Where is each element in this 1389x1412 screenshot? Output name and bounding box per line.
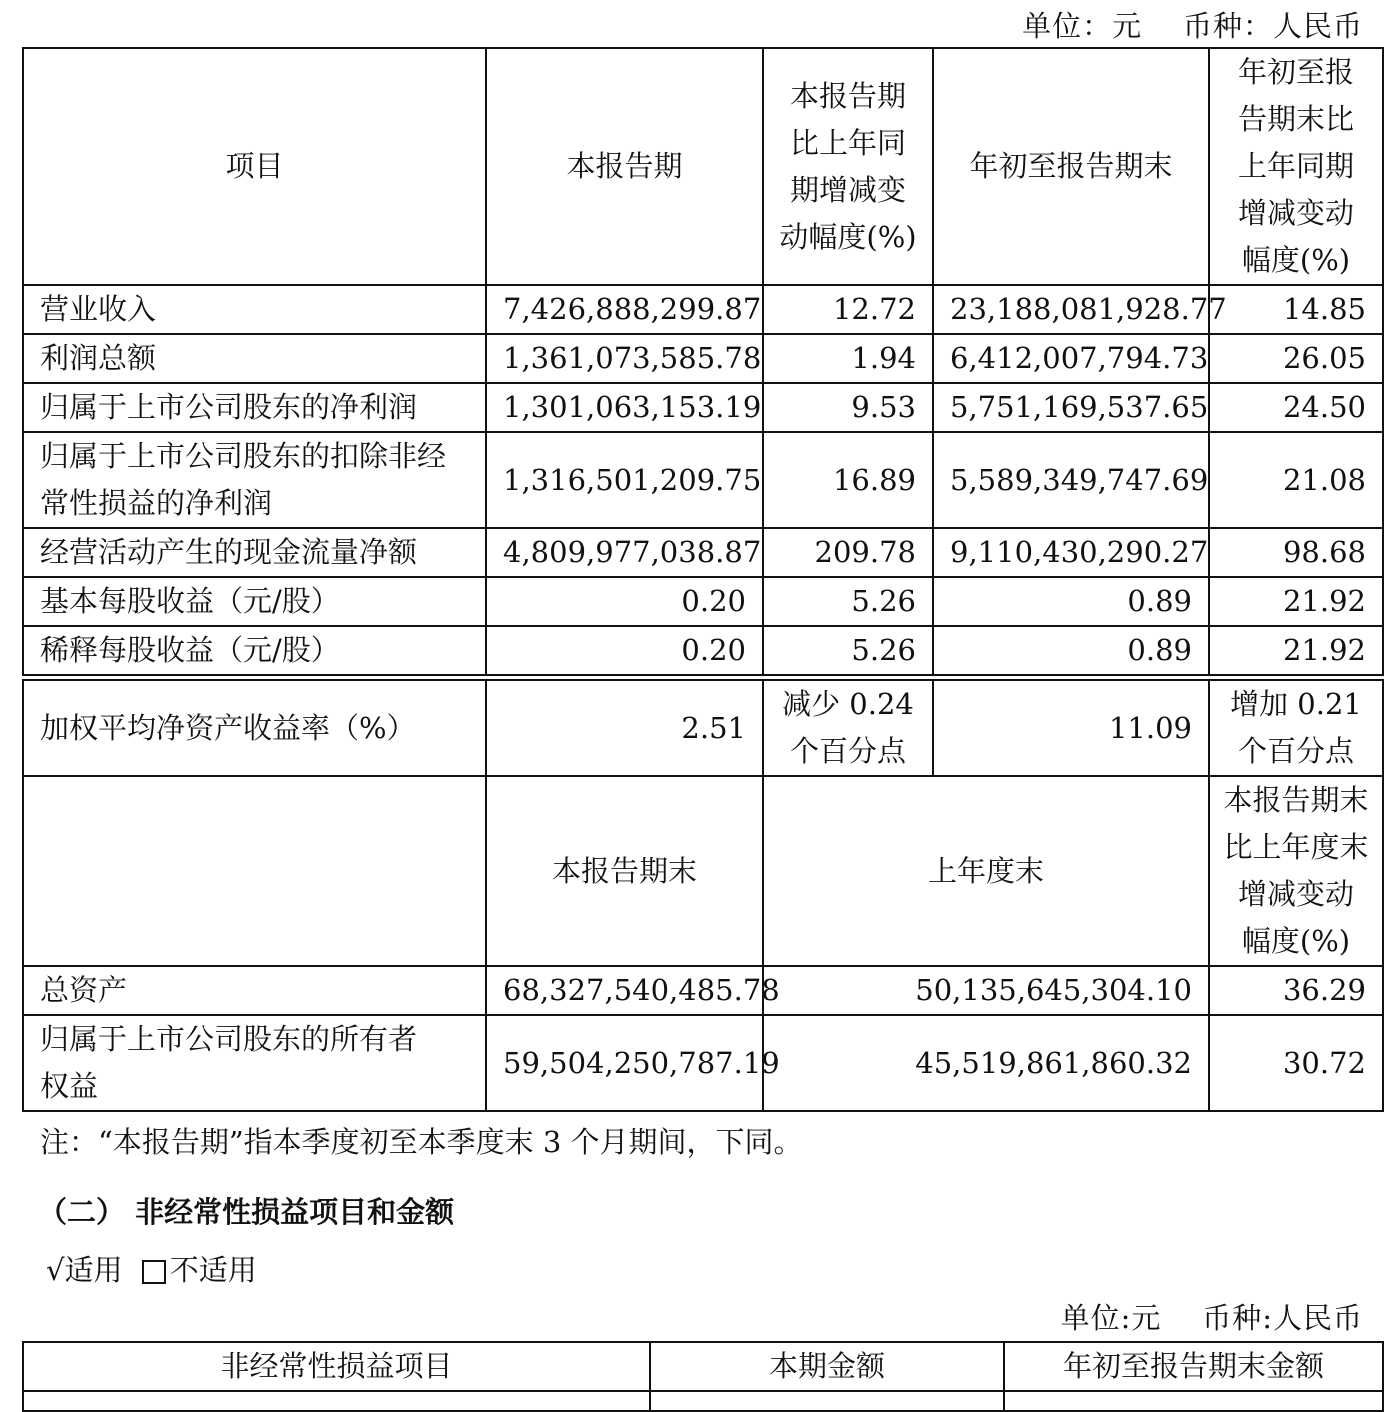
cell-current-change: 9.53 <box>763 383 933 432</box>
row-item: 经营活动产生的现金流量净额 <box>23 528 486 577</box>
cell-current: 0.20 <box>486 577 763 626</box>
header-prior-year-end: 上年度末 <box>763 776 1209 966</box>
row-item: 基本每股收益（元/股） <box>23 577 486 626</box>
footnote: 注：“本报告期”指本季度初至本季度末 3 个月期间，下同。 <box>40 1125 803 1159</box>
cell-line: 增加 0.21 <box>1230 687 1362 721</box>
cell-current: 0.20 <box>486 626 763 675</box>
table-header-row <box>23 1342 1383 1391</box>
cell-ytd: 0.89 <box>933 577 1209 626</box>
cell-empty <box>23 1391 650 1411</box>
row-item: 营业收入 <box>23 285 486 334</box>
cell-ytd: 5,751,169,537.65 <box>933 383 1209 432</box>
header-current-change <box>763 48 933 285</box>
checkbox-icon <box>142 1260 166 1284</box>
unit-currency-label: 单位：元 币种：人民币 <box>1022 9 1363 43</box>
table-row <box>23 528 1383 577</box>
table-row <box>23 1391 1383 1411</box>
table-row <box>23 285 1383 334</box>
cell-ytd: 0.89 <box>933 626 1209 675</box>
cell-current: 1,316,501,209.75 <box>486 432 763 528</box>
table-row <box>23 577 1383 626</box>
header-empty <box>23 776 486 966</box>
cell-change: 36.29 <box>1209 966 1383 1015</box>
header-line: 年初至报 <box>1237 55 1354 89</box>
header-line: 本报告期 <box>566 149 683 183</box>
header-line: 动幅度(%) <box>779 219 917 254</box>
table-row <box>23 626 1383 675</box>
cell-ytd-change: 26.05 <box>1209 334 1383 383</box>
header-line: 比上年同 <box>789 125 906 160</box>
cell-current-change: 209.78 <box>763 528 933 577</box>
table-row <box>23 1015 1383 1111</box>
header-line: 比上年度末 <box>1223 830 1369 864</box>
cell-ytd-change: 21.08 <box>1209 432 1383 528</box>
row-item <box>23 432 486 528</box>
cell-current: 2.51 <box>486 680 763 776</box>
row-item: 归属于上市公司股东的净利润 <box>23 383 486 432</box>
header-line: 增减变动 <box>1237 196 1354 230</box>
row-item: 稀释每股收益（元/股） <box>23 626 486 675</box>
cell-current-change: 5.26 <box>763 577 933 626</box>
header-ytd-change <box>1209 48 1383 285</box>
cell-current-change: 1.94 <box>763 334 933 383</box>
key-financial-data-table <box>22 47 1384 676</box>
cell-current-change: 5.26 <box>763 626 933 675</box>
cell-empty <box>1004 1391 1383 1411</box>
cell-line: 个百分点 <box>1237 734 1354 768</box>
header-ytd <box>933 48 1209 285</box>
cell-empty <box>650 1391 1004 1411</box>
cell-current: 4,809,977,038.87 <box>486 528 763 577</box>
cell-current-change <box>763 680 933 776</box>
unit-currency-label-2: 单位:元 币种:人民币 <box>1060 1301 1363 1335</box>
header-current-period <box>486 48 763 285</box>
cell-ytd: 11.09 <box>933 680 1209 776</box>
applicable-label: 适用 <box>64 1253 123 1287</box>
header-line: 本报告期末 <box>1223 783 1369 817</box>
header-period-end: 本报告期末 <box>486 776 763 966</box>
row-item-line: 归属于上市公司股东的扣除非经 <box>40 439 447 473</box>
cell-ytd: 9,110,430,290.27 <box>933 528 1209 577</box>
header-line: 幅度(%) <box>1241 243 1351 277</box>
cell-change: 30.72 <box>1209 1015 1383 1111</box>
cell-current: 1,361,073,585.78 <box>486 334 763 383</box>
table-row <box>23 966 1383 1015</box>
header-line: 增减变动 <box>1237 877 1354 911</box>
table-header-row <box>23 48 1383 285</box>
row-item <box>23 1015 486 1111</box>
table-row <box>23 680 1383 776</box>
cell-current-change: 12.72 <box>763 285 933 334</box>
header-line: 告期末比 <box>1237 102 1354 136</box>
non-recurring-items-table <box>22 1341 1384 1412</box>
table-row <box>23 432 1383 528</box>
row-item-line: 归属于上市公司股东的所有者 <box>40 1022 418 1056</box>
cell-current: 7,426,888,299.87 <box>486 285 763 334</box>
row-item-line: 常性损益的净利润 <box>40 486 273 520</box>
cell-prior-year-end: 45,519,861,860.32 <box>763 1015 1209 1111</box>
cell-period-end: 68,327,540,485.78 <box>486 966 763 1015</box>
cell-ytd: 6,412,007,794.73 <box>933 334 1209 383</box>
cell-period-end: 59,504,250,787.19 <box>486 1015 763 1111</box>
cell-ytd-change: 21.92 <box>1209 626 1383 675</box>
header-item: 项目 <box>23 48 486 285</box>
header-line: 本报告期 <box>789 78 906 113</box>
section-title: （二） 非经常性损益项目和金额 <box>38 1195 455 1229</box>
header-item: 非经常性损益项目 <box>23 1342 650 1391</box>
row-item: 加权平均净资产收益率（%） <box>23 680 486 776</box>
cell-ytd: 23,188,081,928.77 <box>933 285 1209 334</box>
header-line: 上年同期 <box>1237 149 1354 183</box>
cell-ytd-change <box>1209 680 1383 776</box>
roe-and-balance-table <box>22 679 1384 1112</box>
cell-ytd-change: 98.68 <box>1209 528 1383 577</box>
cell-ytd-change: 21.92 <box>1209 577 1383 626</box>
header-change <box>1209 776 1383 966</box>
table-row <box>23 383 1383 432</box>
header-ytd-amount: 年初至报告期末金额 <box>1004 1342 1383 1391</box>
header-current-amount: 本期金额 <box>650 1342 1004 1391</box>
cell-ytd: 5,589,349,747.69 <box>933 432 1209 528</box>
row-item: 总资产 <box>23 966 486 1015</box>
cell-ytd-change: 24.50 <box>1209 383 1383 432</box>
row-item-line: 权益 <box>40 1069 99 1103</box>
cell-current-change: 16.89 <box>763 432 933 528</box>
cell-ytd-change: 14.85 <box>1209 285 1383 334</box>
cell-line: 个百分点 <box>789 734 906 768</box>
cell-prior-year-end: 50,135,645,304.10 <box>763 966 1209 1015</box>
table-header-row <box>23 776 1383 966</box>
cell-line: 减少 0.24 <box>782 687 914 721</box>
checkmark-icon: √ <box>46 1253 65 1287</box>
not-applicable-label: 不适用 <box>169 1253 257 1287</box>
header-line: 期增减变 <box>789 172 906 207</box>
row-item: 利润总额 <box>23 334 486 383</box>
header-line: 年初至报告期末 <box>969 149 1173 183</box>
cell-current: 1,301,063,153.19 <box>486 383 763 432</box>
header-line: 幅度(%) <box>1241 924 1351 958</box>
table-row <box>23 334 1383 383</box>
applicable-options <box>46 1248 257 1289</box>
